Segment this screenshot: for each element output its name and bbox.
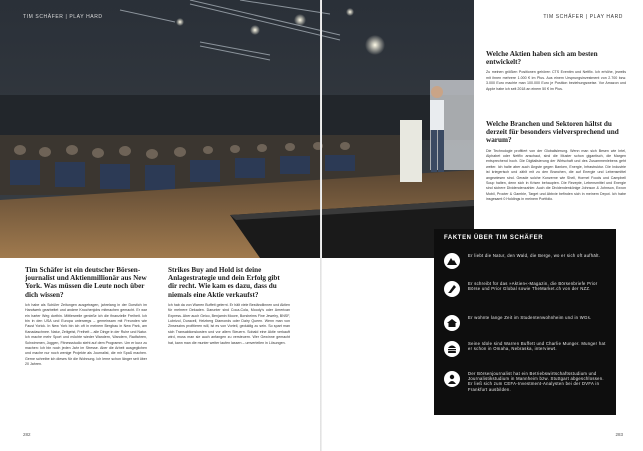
fact-item xyxy=(444,253,610,275)
intro-column xyxy=(25,266,147,368)
conference-photo xyxy=(0,0,474,258)
fact-text: Seine Idole sind Warren Buffett und Charlie Munger. Munger hat er schon in Omaha, Nebraska, interviewt. xyxy=(468,341,606,352)
question-aktien-heading: Welche Aktien haben sich am besten entwickelt? xyxy=(486,50,598,67)
page-number-right: 283 xyxy=(615,432,623,437)
question-branchen-heading: Welche Branchen und Sektoren hältst du derzeit für besonders vielversprechend und warum? xyxy=(486,120,619,145)
facts-title: FAKTEN ÜBER TIM SCHÄFER xyxy=(444,235,544,241)
fact-item xyxy=(444,281,610,303)
intro-body: Ich habe als Schüler Zeitungen ausgetragen, jahrelang in der Dorstich im Handwerk gearbeitet und andere Knochenjobs mitmachen gemacht. Er war ein harter Weg dorthin. Mittlerweile genieße ich die finanzielle Freiheit. Ich bin in den USA und Europa unterwegs – gemeinsam mit Freunden wie Faust Yorick. In New York bin ich oft in meinem Bergbau in New Park, am Kanadaschnee. Natur, Zeitgeist, Freiheit – alle Dinge in der Ruhe und Natur. Ich mache mehr Sport und möchte wieder Wandern, Wandern, Radfahren, Schwimmen, Joggen, Fitnessstudio steht auf dem Programm. Um er kurz zu machen: Ich bin noch jeden Jahr im Stresse. Aber die Arbeit ausgeglichen und mache nur noch wenige Projekte als Journalist, die mir Spaß machen. Gerne schreibe ich dieses für die Wohnung. Ich lerne schon länger seit über 20 Jahren. xyxy=(25,302,147,367)
pen-icon xyxy=(444,281,460,297)
house-icon xyxy=(444,315,460,331)
question-branchen-body: Die Technologie profitiert von der Globalisierung. Wenn man sich Besen wie Intel, Alphabet oder Netflix anschaut, sind die Muster schon gigantisch, die Margen entsprechend hoch. Die Digitalisierung der Wirtschaft und des Zusammenlebens geht weiter. Ich halte aber auch Ängste gegen Banken, Energie, Infrastruktur. Die Industrie ist kriegerisch und zählt mit zu den Branchen, die auf Energie und Lebensmittel angewiesen sind. Gerade solche Konzerne wie Shell, Hormel Foods und Campbell Soup halten, denn sich in Krisen behaupten. Die Rezepte, Lebensmittel und Energie sind sichere Dividendenzahler. Auch die Dividendenkönige Johnson & Johnson, Exxon Mobil, Procter & Gamble, Target und Abbvie befinden sich in meinem Depot. Ich habe insgesamt 0 Holdings in meinem Portfolio. xyxy=(486,148,626,202)
fact-text: Der Börsenjournalist hat ein Betriebswirtschaftsstudium und Journalistikstudium in Mannheim bzw. Stuttgart abgeschlossen. Er ließ sich zum CEFA-Investment-Analysten bei der DVFA in Frankfurt ausbilden. xyxy=(468,371,604,392)
page-number-left: 282 xyxy=(23,432,31,437)
running-head-left: TIM SCHÄFER | PLAY HARD xyxy=(23,14,103,20)
question-aktien-body: Zu meinen größten Positionen gehören CTS Eventim und Netflix. Ich erhöhe, jeweils mit ihnen mehrere 1.000 € im Plus. Aus einem Ursprungsinvestment von 2.700 bzw. 3.000 Euro machte man 100.000 Euro je Position beziehungsweise. Vor Amazon und Apple habe ich seit 2018 an einem 50 € im Plus. xyxy=(486,70,626,91)
mountain-icon xyxy=(444,253,460,269)
running-head-right: TIM SCHÄFER | PLAY HARD xyxy=(543,14,623,20)
strategy-body: Ich hab da von Warren Buffett gelernt. Er hält viele Beständlinnen und Aktien für mehrere Dekaden. Darunter sind Coca-Cola, Moody's oder American Express. Aber auch Geico, Benjamin Moore, Borsheims Fine Jewelry, BNSF, Lubrizol, Duracell, Helzberg Diamonds oder Dairy Queen. Wenn man von Zinseszins profitieren will, ist es von Vorteil, geduldig zu sein. So spart man sich Transaktionskosten und vor allem Steuern. Sobald eine Aktie verkauft wird, muss man sie auch anfangen zu versteuern. Wer Gewinne gemacht hat, kann man die munter weiter laufen lassen – umverteilen in Lösungen. xyxy=(168,302,290,345)
strategy-column xyxy=(168,266,290,346)
page-gutter xyxy=(320,0,322,451)
intro-heading: Tim Schäfer ist ein deutscher Börsenjournalist und Aktienmillionär aus New York. Was müssen die Leute noch über dich wissen? xyxy=(25,266,147,299)
burger-icon xyxy=(444,341,460,357)
facts-box xyxy=(434,229,616,415)
fact-item xyxy=(444,315,610,337)
fact-text: Er wohnte lange Zeit im Studentenwohnheim und in WGs. xyxy=(468,315,592,320)
conference-photo-image xyxy=(0,0,474,258)
person-icon xyxy=(444,371,460,387)
fact-item xyxy=(444,371,610,393)
strategy-heading: Strikes Buy and Hold ist deine Anlagestrategie und dein Erfolg gibt dir recht. Wie kam es dazu, dass du niemals eine Aktie verkaufst? xyxy=(168,266,280,299)
question-aktien-block xyxy=(486,50,626,92)
fact-item xyxy=(444,341,610,363)
fact-text: Er schreibt für das »Aktien«-Magazin, die Börsenbriefe Prior Börse und Prior Global sowie TheMarket.ch von der NZZ. xyxy=(468,281,598,292)
fact-text: Er liebt die Natur, den Wald, die Berge, wo er sich oft aufhält. xyxy=(468,253,601,258)
question-branchen-block xyxy=(486,120,626,203)
